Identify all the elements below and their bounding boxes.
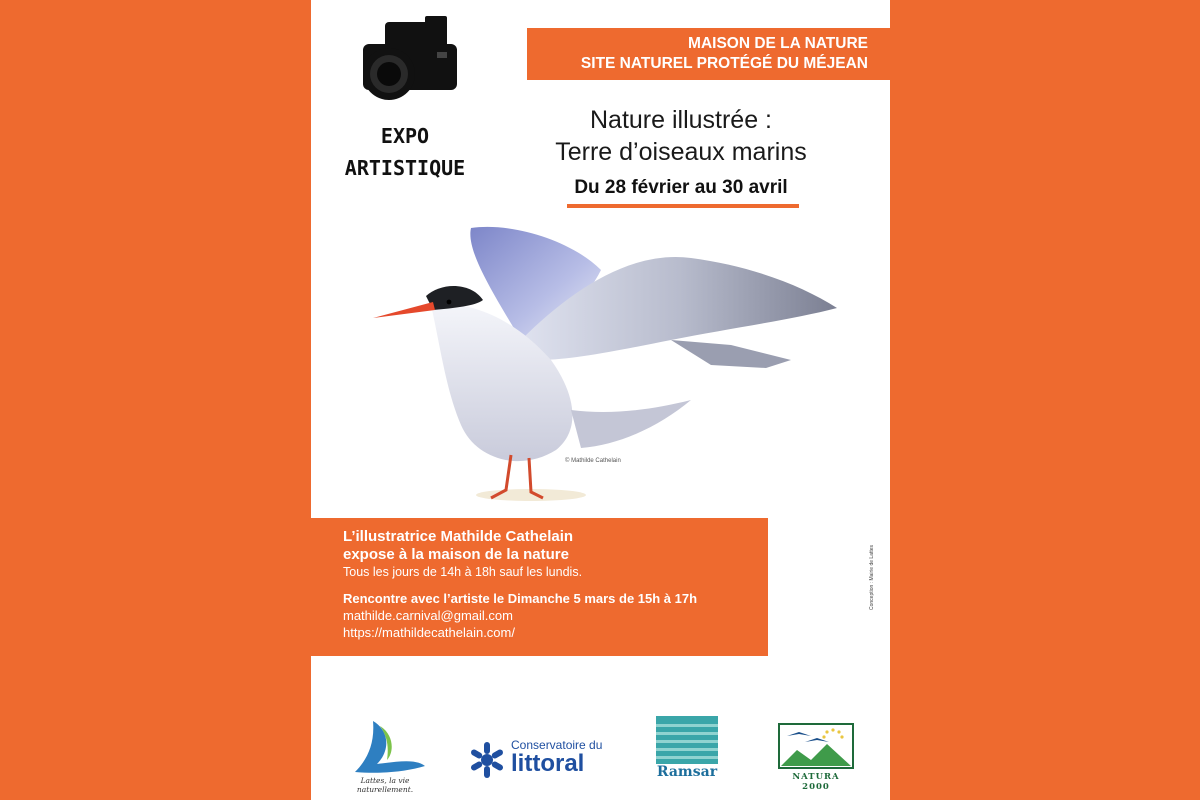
lattes-mark-icon [335,716,435,776]
info-hours: Tous les jours de 14h à 18h sauf les lundis. [343,565,583,579]
lattes-logo [335,716,435,794]
dates-underline [567,204,799,208]
camera-icon [355,14,463,106]
conception-credit: Conception : Mairie de Lattes [869,544,875,610]
ramsar-logo [656,716,718,784]
conservatoire-star-icon [467,740,507,780]
natura-label: NATURA 2000 [792,772,840,792]
info-artist: L’illustratrice Mathilde Cathelain [343,528,574,545]
ramsar-label: Ramsar [656,764,718,780]
expo-line2: ARTISTIQUE [344,156,466,180]
tern-illustration [371,210,841,510]
expo-artistique-label [331,120,479,184]
info-website[interactable]: https://mathildecathelain.com/ [343,625,515,640]
ramsar-waves-icon [656,716,718,764]
info-venue: expose à la maison de la nature [343,546,569,563]
info-band [311,518,768,656]
title-line2: Terre d’oiseaux marins [555,138,807,166]
conservatoire-label: Conservatoire du [511,738,603,752]
natura-2000-logo [777,722,855,792]
header-line1: MAISON DE LA NATURE [688,35,868,52]
exhibition-dates: Du 28 février au 30 avril [574,177,788,198]
title-line1: Nature illustrée : [589,106,773,134]
info-email[interactable]: mathilde.carnival@gmail.com [343,608,513,623]
header-line2: SITE NATUREL PROTÉGÉ DU MÉJEAN [580,55,868,72]
header-band [527,28,890,80]
littoral-label: littoral [511,750,585,777]
illustration-credit: © Mathilde Cathelain [565,458,621,464]
exhibition-title [511,104,851,168]
expo-line1: EXPO [380,124,430,148]
poster [311,0,890,800]
conservatoire-logo [467,734,617,782]
natura-birds-icon [777,722,855,770]
info-meeting: Rencontre avec l’artiste le Dimanche 5 mars de 15h à 17h [343,591,698,606]
lattes-tagline: Lattes, la vie naturellement. [356,776,414,794]
